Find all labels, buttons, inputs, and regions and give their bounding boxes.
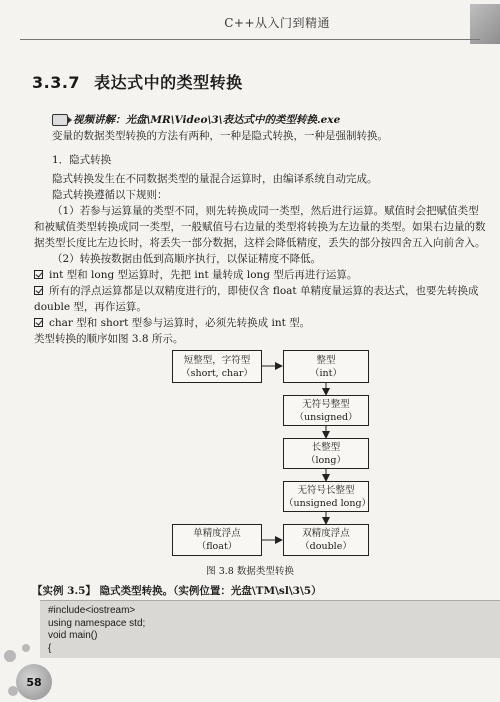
example-heading: 【实例 3.5】 隐式类型转换。（实例位置：光盘\TM\sl\3\5） (32, 585, 322, 597)
check-item-3-text: char 型和 short 型参与运算时，必须先转换成 int 型。 (49, 317, 311, 329)
box-unsigned-label: 无符号整型 (302, 398, 350, 410)
box-double-label: 双精度浮点 (302, 528, 350, 539)
box-long-label: 长整型 (311, 441, 341, 453)
page-number: 58 (16, 664, 52, 700)
box-double-type: （double） (300, 541, 352, 552)
box-short-char-label: 短整型，字符型 (183, 354, 251, 366)
box-unsigned (283, 395, 369, 426)
code-line: { (48, 642, 52, 654)
code-line: using namespace std; (48, 617, 146, 629)
subheading-implicit: 1．隐式转换 (52, 154, 112, 166)
box-unsigned-long-label: 无符号长整型 (297, 484, 355, 496)
box-int-type: （int） (310, 367, 342, 379)
paragraph-2: 隐式转换遵循以下规则： (52, 189, 168, 201)
box-unsigned-long-type: （unsigned long） (284, 497, 372, 509)
box-short-char (172, 350, 262, 383)
box-int (283, 350, 369, 383)
box-float (172, 524, 262, 556)
video-label: 视频讲解：光盘\MR\Video\3\表达式中的类型转换.exe (73, 114, 341, 126)
paragraph-1: 隐式转换发生在不同数据类型的量混合运算时，由编译系统自动完成。 (52, 173, 378, 185)
box-int-label: 整型 (316, 354, 336, 366)
box-unsigned-long (283, 481, 372, 512)
box-unsigned-type: （unsigned） (294, 411, 358, 423)
box-short-char-type: （short, char） (181, 367, 253, 379)
box-long (283, 438, 369, 469)
intro-paragraph: 变量的数据类型转换的方法有两种，一种是隐式转换，一种是强制转换。 (52, 130, 388, 142)
decorative-dot (4, 650, 16, 662)
box-long-type: （long） (306, 454, 346, 466)
section-number: 3.3.7 (32, 73, 81, 92)
box-float-type: （float） (196, 541, 238, 552)
section-title: 表达式中的类型转换 (94, 73, 243, 92)
code-line: #include<iostream> (48, 605, 136, 616)
check-item-2-text: 所有的浮点运算都是以双精度进行的，即使仅含 float 单精度量运算的表达式，也要先转换成 double 型，再作运算。 (34, 285, 479, 313)
check-item-1-text: int 型和 long 型运算时，先把 int 量转成 long 型后再进行运算。 (49, 269, 358, 281)
box-float-label: 单精度浮点 (193, 528, 241, 539)
code-line: void main() (48, 630, 98, 641)
rule-1: （1）若参与运算量的类型不同，则先转换成同一类型，然后进行运算。赋值时会把赋值类型和被赋值类型转换成同一类型，一般赋值号右边量的类型将转换为左边量的类型。如果右边量的数据类型长度比左边长时，将丢失一部分数据，这样会降低精度，丢失的部分按四舍五入向前舍入。 (34, 205, 486, 249)
rule-2: （2）转换按数据由低到高顺序执行，以保证精度不降低。 (52, 253, 322, 265)
code-block (40, 600, 500, 658)
decorative-dot (22, 644, 30, 652)
figure-caption: 图 3.8 数据类型转换 (206, 566, 294, 577)
order-paragraph: 类型转换的顺序如图 3.8 所示。 (34, 333, 184, 345)
header-title: C++从入门到精通 (224, 15, 330, 30)
box-double (283, 524, 369, 556)
